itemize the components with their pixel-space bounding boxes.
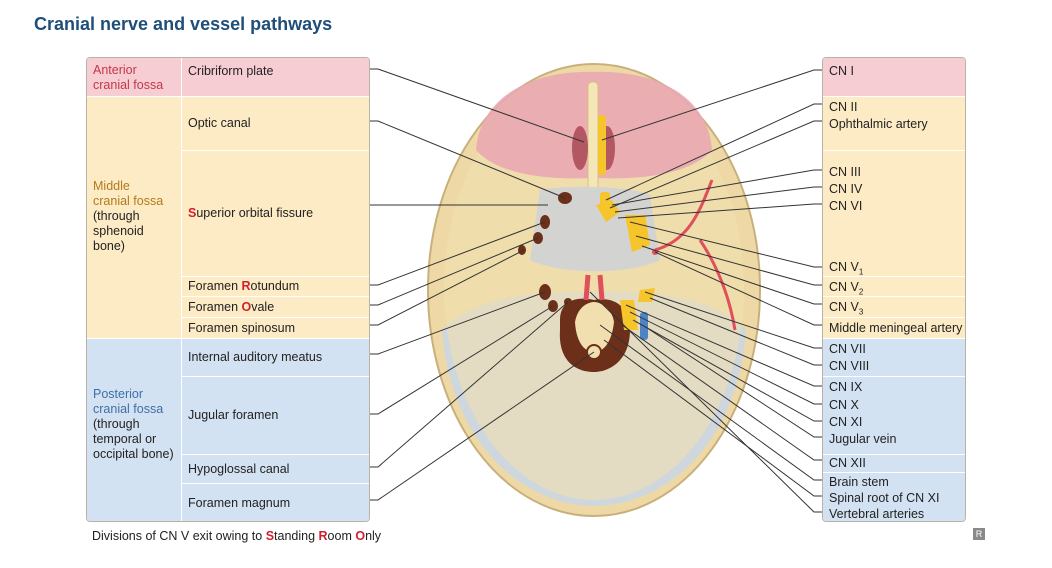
posterior-fossa-cell <box>87 338 181 522</box>
fossa-openings-table <box>86 57 370 522</box>
optic-canal-cell <box>181 96 370 150</box>
foramen-rotundum-cell <box>181 276 370 296</box>
footnote-r: R <box>318 529 328 543</box>
footnote-o: O <box>355 529 366 543</box>
cn5-3-subscript: 3 <box>858 307 864 317</box>
footnote-r-rest: oom <box>327 529 356 543</box>
cn7-cn8-cell <box>823 338 966 376</box>
middle-fossa-sub-line2: sphenoid bone) <box>93 224 144 253</box>
cn5-1-text: CN V <box>829 260 859 274</box>
footnote-s: S <box>265 529 275 543</box>
optic-structures-cell <box>823 96 966 150</box>
posterior-fossa-sub-line2: temporal or <box>93 432 157 446</box>
foramen-spinosum-label: Foramen spinosum <box>188 320 295 335</box>
cn2-optic <box>600 192 610 214</box>
ophthalmic-artery-label: Ophthalmic artery <box>829 117 928 131</box>
anterior-fossa-cell <box>87 58 181 96</box>
vertebral-arteries-label: Vertebral arteries <box>829 507 925 521</box>
foramen-ovale-label <box>188 300 274 315</box>
structures-table <box>822 57 966 522</box>
rotundum-rest: otundum <box>250 279 300 293</box>
jugular-foramen-cell <box>181 376 370 454</box>
posterior-fossa-name-line1: Posterior <box>93 387 144 401</box>
cn10-label: CN X <box>829 398 859 412</box>
cribriform-plate-left <box>572 126 588 170</box>
cn8-label: CN VIII <box>829 359 870 373</box>
foramen-left-4 <box>518 245 526 255</box>
cn5-2-cell <box>823 276 966 296</box>
cn1-cell <box>823 58 966 96</box>
cn5-2-subscript: 2 <box>858 287 864 297</box>
cn6-label: CN VI <box>829 199 863 213</box>
spinal-root-label: Spinal root of CN XI <box>829 491 940 505</box>
cn9-label: CN IX <box>829 380 863 394</box>
cn12-label: CN XII <box>829 456 866 470</box>
ovale-mnemonic-letter: O <box>241 299 252 314</box>
posterior-fossa-sub-line1: (through <box>93 417 140 431</box>
rotundum-mnemonic-letter: R <box>241 279 251 293</box>
publisher-logo-icon: R <box>973 528 985 540</box>
middle-meningeal-cell <box>823 317 966 338</box>
jugular-vein-label: Jugular vein <box>829 432 897 446</box>
sof-label-rest: uperior orbital fissure <box>196 206 314 220</box>
ovale-prefix: Foramen <box>188 299 242 314</box>
cn1-label: CN I <box>829 64 854 78</box>
posterior-fossa-sub-line3: occipital bone) <box>93 447 174 461</box>
crista-galli <box>588 82 598 192</box>
superior-orbital-fissure-label <box>188 206 313 221</box>
superior-orbital-fissure-cell <box>181 150 370 276</box>
mnemonic-footnote <box>92 529 381 543</box>
hypoglossal-canal-cell <box>181 454 370 483</box>
middle-fossa-name-line1: Middle <box>93 179 130 193</box>
magnum-structures-cell <box>823 472 966 522</box>
anterior-fossa-name-line1: Anterior <box>93 63 137 77</box>
footnote-s-rest: tanding <box>274 529 319 543</box>
cn3-label: CN III <box>829 165 861 179</box>
middle-fossa-sub-line1: (through <box>93 209 140 223</box>
posterior-fossa-name-line2: cranial fossa <box>93 402 164 416</box>
middle-meningeal-label: Middle meningeal artery <box>829 321 963 335</box>
footnote-o-rest: nly <box>365 529 382 543</box>
internal-auditory-meatus-label: Internal auditory meatus <box>188 350 323 364</box>
footnote-prefix: Divisions of CN V exit owing to <box>92 529 266 543</box>
middle-fossa-name-line2: cranial fossa <box>93 194 164 208</box>
cribriform-plate-cell <box>181 58 370 96</box>
ovale-rest: vale <box>251 299 275 314</box>
foramen-rotundum-label <box>188 279 299 294</box>
cn4-label: CN IV <box>829 182 863 196</box>
rotundum-prefix: Foramen <box>188 279 242 293</box>
cribriform-plate-label: Cribriform plate <box>188 64 274 78</box>
brain-stem-label: Brain stem <box>829 475 889 489</box>
sof-structures-cell <box>823 150 966 276</box>
middle-fossa-cell <box>87 96 181 338</box>
cn7-label: CN VII <box>829 342 866 356</box>
jugular-foramen-label: Jugular foramen <box>188 408 279 422</box>
cn5-3-text: CN V <box>829 300 859 314</box>
cn1-olfactory <box>598 115 606 175</box>
sof-mnemonic-letter: S <box>188 206 197 220</box>
foramen-magnum-label: Foramen magnum <box>188 496 291 510</box>
anterior-fossa-name-line2: cranial fossa <box>93 78 164 92</box>
foramen-ovale-cell <box>181 296 370 317</box>
cn12-cell <box>823 454 966 472</box>
cn11-label: CN XI <box>829 415 863 429</box>
cn5-3-cell <box>823 296 966 317</box>
cn2-label: CN II <box>829 100 858 114</box>
cn5-2-text: CN V <box>829 280 859 294</box>
jugular-structures-cell <box>823 376 966 454</box>
optic-canal-label: Optic canal <box>188 116 251 130</box>
cn5-1-subscript: 1 <box>858 267 864 277</box>
page-title: Cranial nerve and vessel pathways <box>34 14 333 34</box>
hypoglossal-canal-label: Hypoglossal canal <box>188 461 290 476</box>
foramen-spinosum-cell <box>181 317 370 338</box>
internal-auditory-meatus-cell <box>181 338 370 376</box>
foramen-magnum-cell <box>181 483 370 522</box>
